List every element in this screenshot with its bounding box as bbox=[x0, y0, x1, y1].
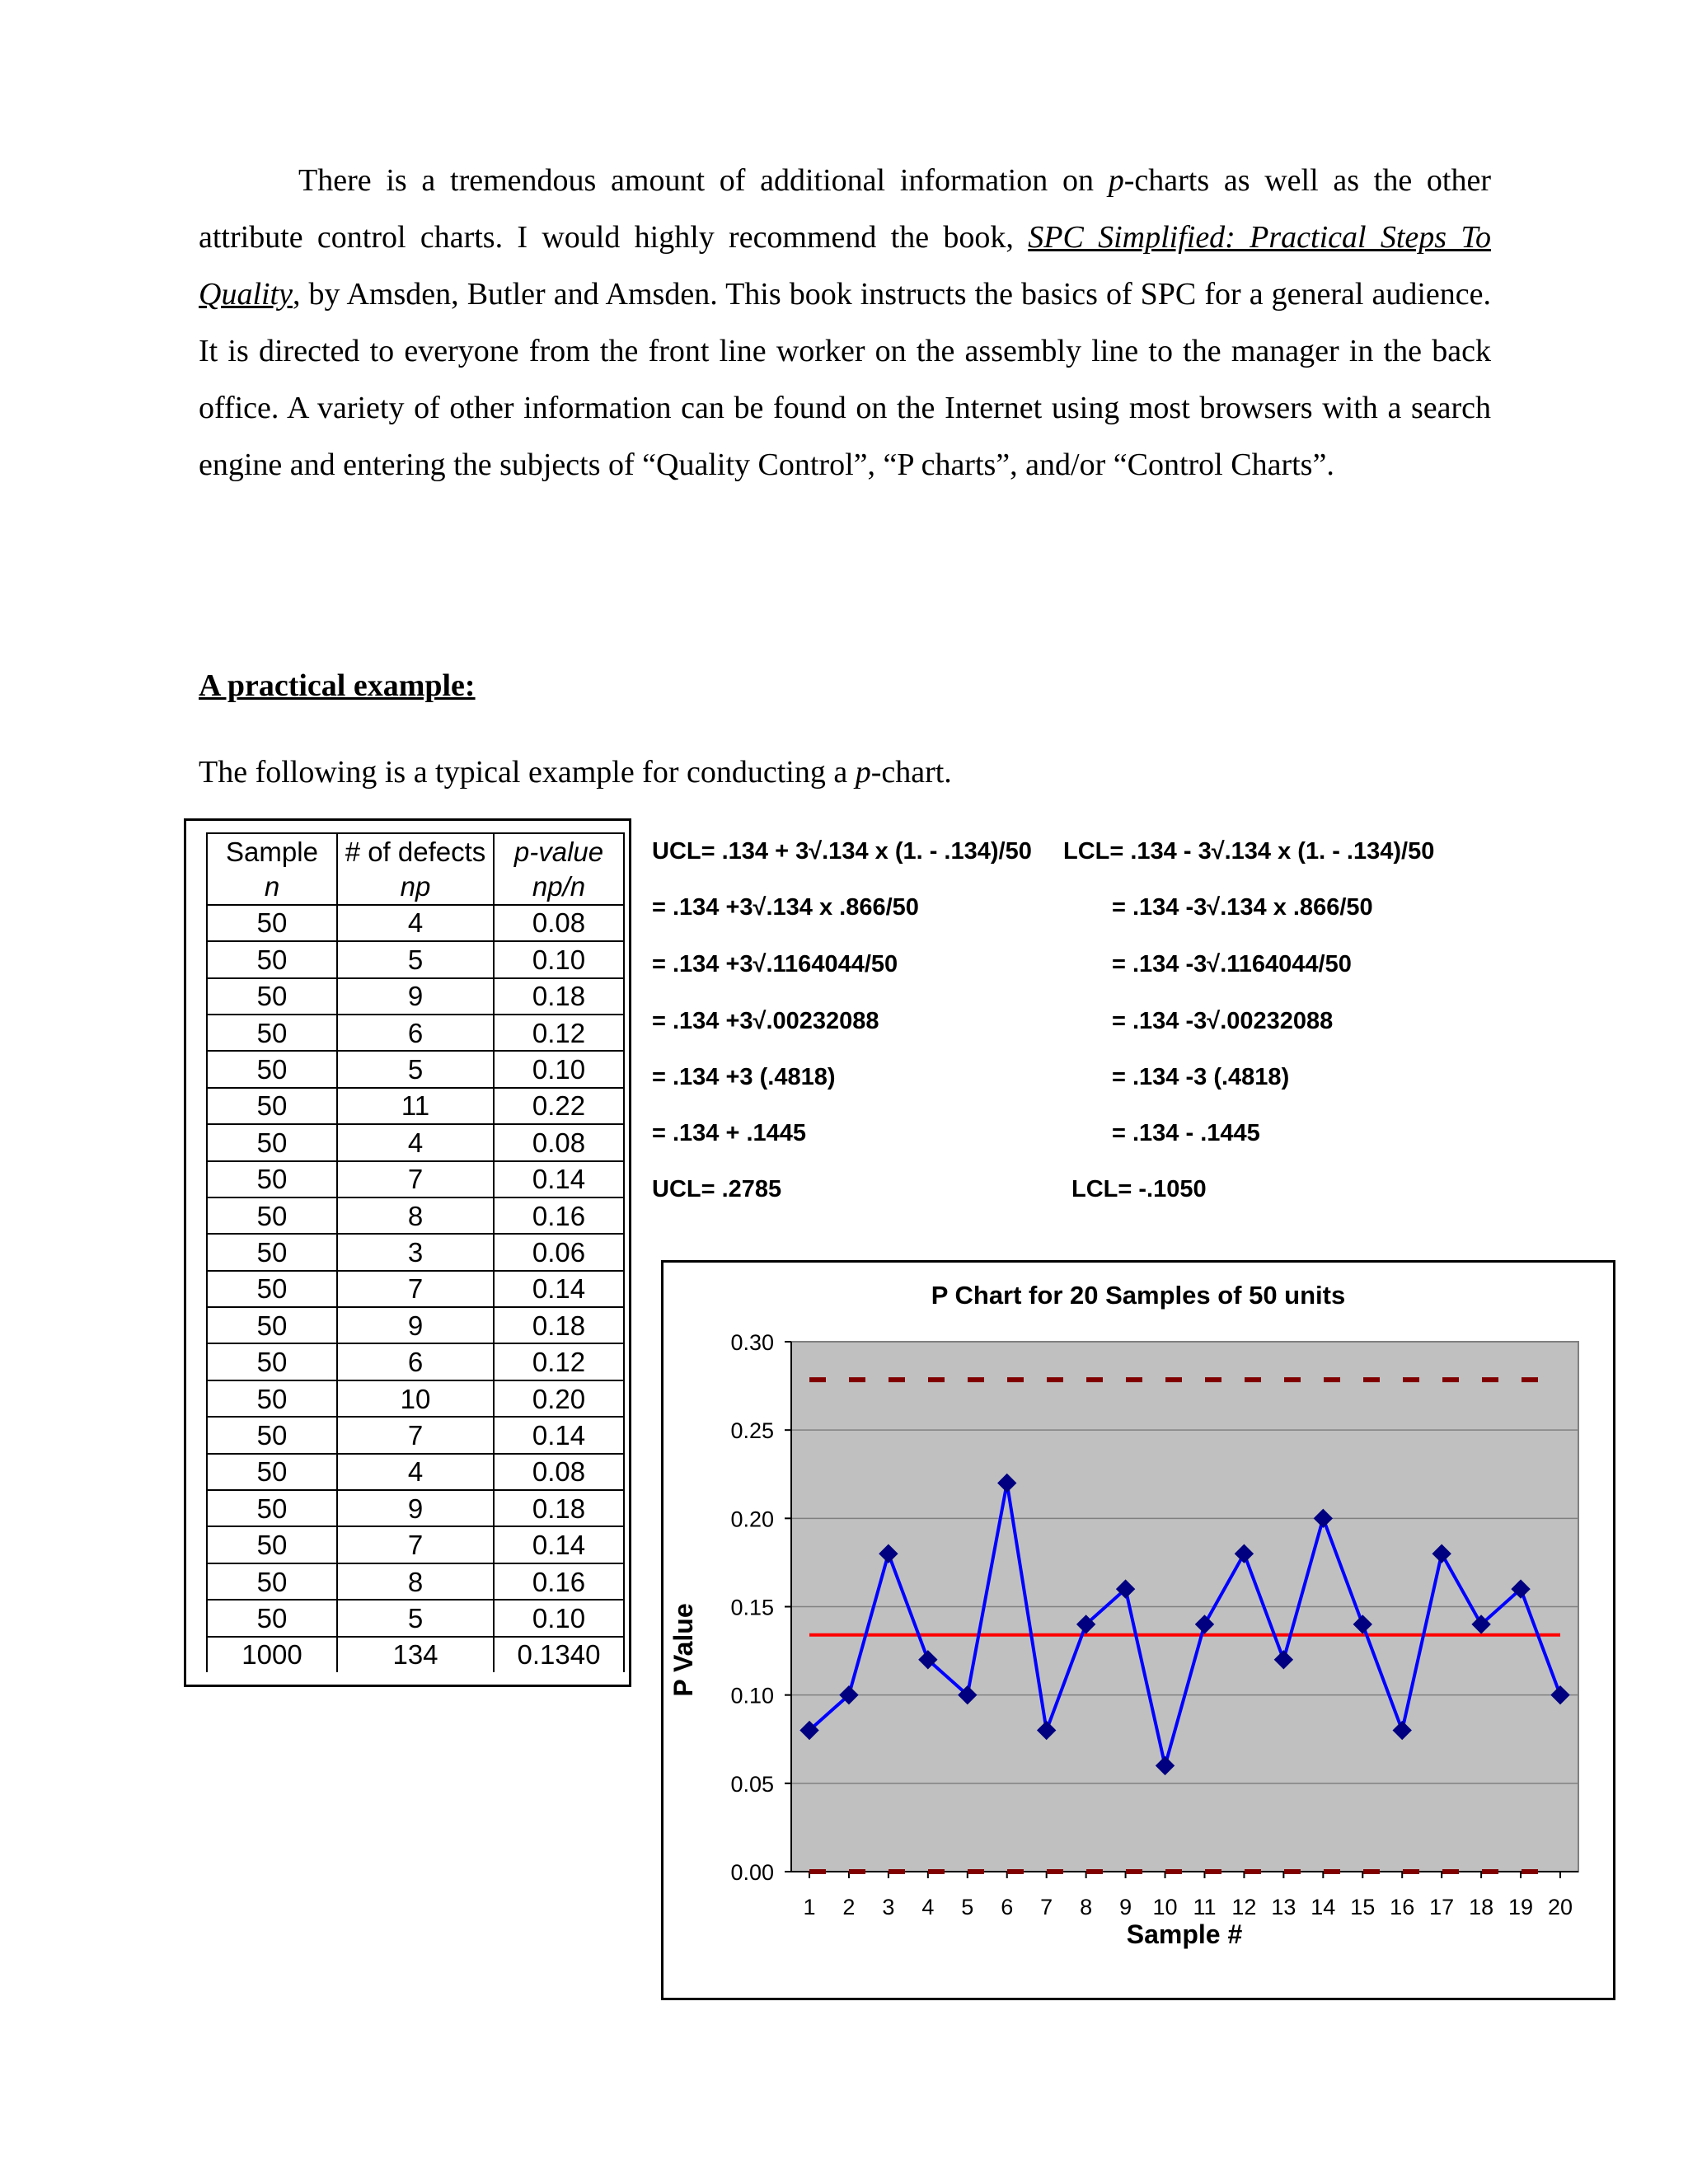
table-subheader-row bbox=[207, 869, 624, 904]
table-cell: 0.14 bbox=[494, 1526, 624, 1563]
table-cell: 50 bbox=[207, 1417, 337, 1453]
table-row bbox=[207, 1417, 624, 1453]
data-table bbox=[206, 832, 625, 1672]
table-cell: 0.18 bbox=[494, 1307, 624, 1343]
table-cell: 50 bbox=[207, 1051, 337, 1087]
y-tick-label: 0.25 bbox=[730, 1418, 774, 1444]
table-row bbox=[207, 1051, 624, 1087]
table-cell: 7 bbox=[337, 1526, 494, 1563]
table-cell: 4 bbox=[337, 1454, 494, 1490]
table-cell: 7 bbox=[337, 1271, 494, 1307]
table-cell: 50 bbox=[207, 1234, 337, 1270]
table-cell: 6 bbox=[337, 1015, 494, 1051]
table-cell: 0.10 bbox=[494, 941, 624, 977]
table-row bbox=[207, 1271, 624, 1307]
x-axis-title: Sample # bbox=[1126, 1919, 1243, 1949]
table-cell: 50 bbox=[207, 1197, 337, 1234]
table-cell: 0.14 bbox=[494, 1161, 624, 1197]
table-cell: 4 bbox=[337, 1124, 494, 1160]
table-cell: 9 bbox=[337, 978, 494, 1015]
x-tick-label: 2 bbox=[842, 1895, 856, 1919]
x-tick-label: 19 bbox=[1508, 1895, 1534, 1919]
y-tick-label: 0.20 bbox=[730, 1507, 774, 1532]
table-cell: 0.08 bbox=[494, 1454, 624, 1490]
table-cell: 0.18 bbox=[494, 978, 624, 1015]
table-row bbox=[207, 1234, 624, 1270]
x-tick-label: 6 bbox=[1001, 1895, 1014, 1919]
x-tick-label: 10 bbox=[1152, 1895, 1178, 1919]
y-tick-label: 0.15 bbox=[730, 1595, 774, 1620]
table-cell: 7 bbox=[337, 1417, 494, 1453]
table-cell: 5 bbox=[337, 941, 494, 977]
table-cell: 50 bbox=[207, 1271, 337, 1307]
intro-after: -chart. bbox=[870, 755, 952, 790]
x-tick-label: 20 bbox=[1547, 1895, 1573, 1919]
x-tick-label: 9 bbox=[1119, 1895, 1132, 1919]
table-cell: 50 bbox=[207, 1454, 337, 1490]
data-table-frame bbox=[184, 818, 631, 1687]
x-tick-label: 8 bbox=[1080, 1895, 1093, 1919]
table-cell: 0.08 bbox=[494, 1124, 624, 1160]
book-title: SPC Simplified: Practical Steps To Quality bbox=[199, 220, 1491, 312]
table-cell: 50 bbox=[207, 1526, 337, 1563]
table-cell: 5 bbox=[337, 1600, 494, 1636]
table-cell: np bbox=[337, 869, 494, 904]
y-tick-label: 0.10 bbox=[730, 1683, 774, 1708]
table-row bbox=[207, 1161, 624, 1197]
table-row bbox=[207, 1197, 624, 1234]
p-italic: p bbox=[1108, 163, 1124, 198]
table-row bbox=[207, 1454, 624, 1490]
lcl-formula-line: = .134 -3√.00232088 bbox=[1112, 1008, 1334, 1034]
table-cell: 0.06 bbox=[494, 1234, 624, 1270]
table-row bbox=[207, 1088, 624, 1124]
table-cell: 9 bbox=[337, 1307, 494, 1343]
y-tick-label: 0.00 bbox=[730, 1860, 774, 1885]
table-cell: # of defects bbox=[337, 833, 494, 869]
x-tick-label: 3 bbox=[882, 1895, 895, 1919]
table-row bbox=[207, 941, 624, 977]
y-axis-title: P Value bbox=[668, 1603, 698, 1697]
table-row bbox=[207, 1600, 624, 1636]
table-cell: 50 bbox=[207, 941, 337, 977]
table-total-row bbox=[207, 1637, 624, 1672]
table-cell: 8 bbox=[337, 1197, 494, 1234]
x-tick-label: 18 bbox=[1469, 1895, 1494, 1919]
table-cell: 0.18 bbox=[494, 1490, 624, 1526]
table-cell: 0.1340 bbox=[494, 1637, 624, 1672]
table-cell: 50 bbox=[207, 905, 337, 941]
lcl-formula-line: = .134 -3 (.4818) bbox=[1112, 1064, 1290, 1090]
x-tick-label: 7 bbox=[1040, 1895, 1053, 1919]
paragraph-part3: , by Amsden, Butler and Amsden. This book instructs the basics of SPC for a general audience. It is directed to everyone from the front line worker on the assembly line to the manager in the back office. A variety of other information can be found on the Internet using most browsers with a search engine and entering the subjects of “Quality Control”, “P charts”, and/or “Control Charts”. bbox=[199, 277, 1491, 482]
table-cell: np/n bbox=[494, 869, 624, 904]
lcl-formula-line: LCL= .134 - 3√.134 x (1. - .134)/50 bbox=[1063, 838, 1435, 865]
x-tick-label: 13 bbox=[1271, 1895, 1296, 1919]
table-cell: 4 bbox=[337, 905, 494, 941]
table-cell: 0.12 bbox=[494, 1343, 624, 1380]
table-cell: 50 bbox=[207, 1343, 337, 1380]
table-row bbox=[207, 1343, 624, 1380]
ucl-formula-line: UCL= .134 + 3√.134 x (1. - .134)/50 bbox=[652, 838, 1032, 865]
table-row bbox=[207, 1490, 624, 1526]
table-cell: 50 bbox=[207, 1600, 337, 1636]
table-cell: 0.10 bbox=[494, 1051, 624, 1087]
chart-title: P Chart for 20 Samples of 50 units bbox=[931, 1281, 1346, 1310]
table-cell: 0.08 bbox=[494, 905, 624, 941]
paragraph-text bbox=[199, 152, 1491, 494]
ucl-formula-line: = .134 +3√.00232088 bbox=[652, 1008, 879, 1034]
table-cell: 50 bbox=[207, 1380, 337, 1417]
table-cell: 50 bbox=[207, 1088, 337, 1124]
x-tick-label: 14 bbox=[1311, 1895, 1336, 1919]
paragraph-part2: -charts as well as the other attribute control charts. I would highly recommend the book, bbox=[199, 163, 1492, 255]
table-cell: 134 bbox=[337, 1637, 494, 1672]
table-cell: 3 bbox=[337, 1234, 494, 1270]
table-cell: n bbox=[207, 869, 337, 904]
lcl-formula-line: LCL= -.1050 bbox=[1071, 1176, 1207, 1202]
table-cell: 6 bbox=[337, 1343, 494, 1380]
table-cell: Sample bbox=[207, 833, 337, 869]
x-tick-label: 12 bbox=[1231, 1895, 1257, 1919]
p-chart bbox=[661, 1260, 1615, 2000]
x-tick-label: 16 bbox=[1390, 1895, 1415, 1919]
table-cell: 50 bbox=[207, 1307, 337, 1343]
table-row bbox=[207, 1307, 624, 1343]
intro-p-italic: p bbox=[855, 755, 871, 790]
y-tick-label: 0.30 bbox=[730, 1330, 774, 1355]
ucl-formula-line: = .134 +3√.134 x .866/50 bbox=[652, 894, 919, 921]
ucl-formula-line: = .134 + .1445 bbox=[652, 1120, 807, 1146]
lcl-formula-line: = .134 - .1445 bbox=[1112, 1120, 1260, 1146]
table-cell: 10 bbox=[337, 1380, 494, 1417]
table-row bbox=[207, 905, 624, 941]
table-cell: 0.16 bbox=[494, 1563, 624, 1600]
table-cell: 50 bbox=[207, 978, 337, 1015]
y-tick-label: 0.05 bbox=[730, 1771, 774, 1797]
table-cell: 50 bbox=[207, 1490, 337, 1526]
table-row bbox=[207, 1015, 624, 1051]
ucl-formula-line: UCL= .2785 bbox=[652, 1176, 782, 1202]
table-row bbox=[207, 1563, 624, 1600]
x-tick-label: 1 bbox=[803, 1895, 816, 1919]
intro-before: The following is a typical example for conducting a bbox=[199, 755, 856, 790]
table-cell: 0.22 bbox=[494, 1088, 624, 1124]
paragraph-part1: There is a tremendous amount of additional information on bbox=[298, 163, 1109, 198]
table-cell: 0.14 bbox=[494, 1417, 624, 1453]
table-cell: 0.14 bbox=[494, 1271, 624, 1307]
table-row bbox=[207, 1526, 624, 1563]
table-row bbox=[207, 1124, 624, 1160]
table-cell: 0.16 bbox=[494, 1197, 624, 1234]
table-cell: 50 bbox=[207, 1161, 337, 1197]
x-tick-label: 15 bbox=[1350, 1895, 1376, 1919]
table-row bbox=[207, 1380, 624, 1417]
table-cell: 0.12 bbox=[494, 1015, 624, 1051]
ucl-formula-line: = .134 +3√.1164044/50 bbox=[652, 951, 898, 977]
table-cell: 50 bbox=[207, 1563, 337, 1600]
table-cell: 7 bbox=[337, 1161, 494, 1197]
table-cell: 50 bbox=[207, 1124, 337, 1160]
table-cell: 50 bbox=[207, 1015, 337, 1051]
x-tick-label: 11 bbox=[1193, 1895, 1217, 1919]
table-cell: 0.20 bbox=[494, 1380, 624, 1417]
table-cell: 9 bbox=[337, 1490, 494, 1526]
x-tick-label: 4 bbox=[921, 1895, 935, 1919]
table-row bbox=[207, 978, 624, 1015]
p-chart-svg bbox=[663, 1263, 1613, 1998]
table-cell: 8 bbox=[337, 1563, 494, 1600]
table-cell: 5 bbox=[337, 1051, 494, 1087]
section-heading: A practical example: bbox=[199, 668, 476, 703]
ucl-formula-line: = .134 +3 (.4818) bbox=[652, 1064, 836, 1090]
x-tick-label: 5 bbox=[961, 1895, 974, 1919]
intro-sentence bbox=[199, 754, 952, 790]
table-cell: p-value bbox=[494, 833, 624, 869]
table-cell: 1000 bbox=[207, 1637, 337, 1672]
lcl-formula-line: = .134 -3√.134 x .866/50 bbox=[1112, 894, 1373, 921]
lcl-formula-line: = .134 -3√.1164044/50 bbox=[1112, 951, 1352, 977]
table-cell: 11 bbox=[337, 1088, 494, 1124]
x-tick-label: 17 bbox=[1429, 1895, 1455, 1919]
table-cell: 0.10 bbox=[494, 1600, 624, 1636]
table-header-row bbox=[207, 833, 624, 869]
